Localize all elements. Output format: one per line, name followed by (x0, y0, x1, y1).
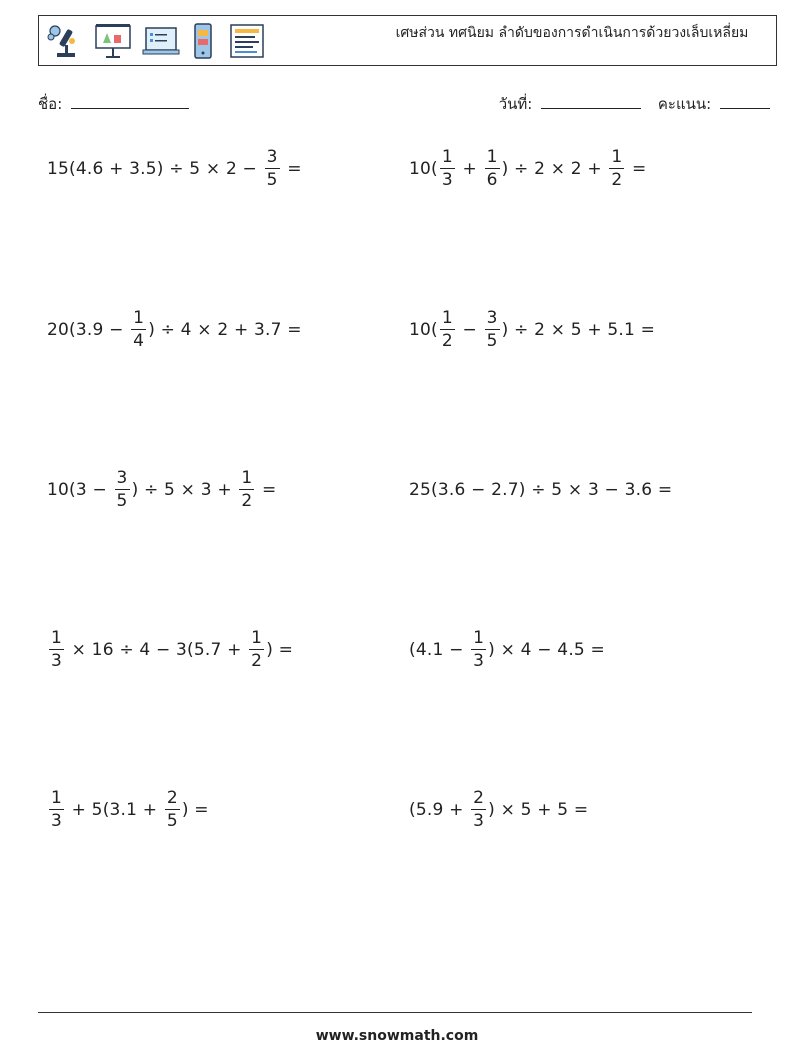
expression-text: × 16 ÷ 4 − 3(5.7 + (66, 640, 248, 660)
fraction-numerator: 3 (116, 468, 128, 488)
fraction-denominator: 2 (251, 651, 263, 671)
fraction-numerator: 1 (441, 147, 453, 167)
fraction-numerator: 1 (251, 628, 263, 648)
problem-1 (47, 146, 302, 192)
fraction-denominator: 2 (441, 331, 453, 351)
expression-text: ) = (266, 640, 294, 660)
fraction-numerator: 2 (473, 788, 485, 808)
fraction (440, 149, 455, 189)
expression-text: + 5(3.1 + (66, 800, 163, 820)
expression-text: 10(3 − (47, 480, 113, 500)
fraction-denominator: 4 (133, 331, 145, 351)
problem-3 (47, 307, 302, 353)
fraction-denominator: 3 (441, 170, 453, 190)
expression-text: 25(3.6 − 2.7) ÷ 5 × 3 − 3.6 = (409, 480, 673, 500)
problem-4 (409, 307, 655, 353)
expression-text: ) ÷ 4 × 2 + 3.7 = (148, 320, 302, 340)
fraction-numerator: 1 (51, 628, 63, 648)
expression-text: = (281, 159, 302, 179)
footer-divider (38, 1012, 752, 1013)
expression-text: − (456, 320, 483, 340)
score-blank[interactable] (720, 92, 770, 109)
presentation-board-icon (93, 21, 133, 61)
expression-text: 20(3.9 − (47, 320, 130, 340)
expression-text: ) ÷ 2 × 2 + (501, 159, 608, 179)
expression-text: (5.9 + (409, 800, 470, 820)
date-label: วันที่: (498, 95, 533, 113)
name-blank[interactable] (71, 92, 189, 109)
laptop-checklist-icon (141, 21, 181, 61)
student-fields (38, 92, 770, 116)
score-label: คะแนน: (657, 95, 712, 113)
problem-7 (47, 627, 293, 673)
date-blank[interactable] (541, 92, 641, 109)
problem-5 (47, 467, 277, 513)
fraction (471, 790, 486, 830)
date-score-fields (499, 92, 770, 116)
fraction (239, 470, 254, 510)
fraction-numerator: 3 (486, 308, 498, 328)
fraction (265, 149, 280, 189)
worksheet-header (38, 15, 777, 66)
fraction-denominator: 5 (166, 811, 178, 831)
fraction-denominator: 2 (611, 170, 623, 190)
fraction (485, 149, 500, 189)
fraction (249, 630, 264, 670)
name-field (38, 92, 189, 116)
document-list-icon (225, 21, 269, 61)
worksheet-title: เศษส่วน ทศนิยม ลำดับของการดำเนินการด้วยวงเล็บเหลี่ยม (395, 25, 749, 41)
fraction-denominator: 3 (51, 651, 63, 671)
expression-text: 10( (409, 320, 438, 340)
expression-text: = (256, 480, 277, 500)
problem-2 (409, 146, 647, 192)
fraction-numerator: 1 (51, 788, 63, 808)
expression-text: ) × 4 − 4.5 = (488, 640, 605, 660)
fraction (485, 310, 500, 350)
fraction-numerator: 1 (133, 308, 145, 328)
fraction-denominator: 5 (486, 331, 498, 351)
fraction-denominator: 3 (473, 651, 485, 671)
fraction-numerator: 1 (473, 628, 485, 648)
expression-text: ) × 5 + 5 = (488, 800, 589, 820)
fraction (609, 149, 624, 189)
fraction-denominator: 3 (51, 811, 63, 831)
fraction-denominator: 6 (486, 170, 498, 190)
fraction-denominator: 5 (116, 491, 128, 511)
microscope-icon (45, 21, 85, 61)
fraction-numerator: 2 (166, 788, 178, 808)
fraction-numerator: 1 (611, 147, 623, 167)
expression-text: (4.1 − (409, 640, 470, 660)
fraction-numerator: 1 (241, 468, 253, 488)
fraction-denominator: 3 (473, 811, 485, 831)
fraction (115, 470, 130, 510)
fraction-denominator: 2 (241, 491, 253, 511)
fraction-numerator: 3 (266, 147, 278, 167)
fraction (471, 630, 486, 670)
fraction (440, 310, 455, 350)
expression-text: ) = (181, 800, 209, 820)
expression-text: 10( (409, 159, 438, 179)
expression-text: ) ÷ 5 × 3 + (131, 480, 238, 500)
fraction (49, 790, 64, 830)
problem-6 (409, 467, 672, 513)
problem-10 (409, 787, 588, 833)
mobile-phone-icon (189, 21, 217, 61)
fraction (165, 790, 180, 830)
expression-text: + (456, 159, 483, 179)
header-icons (45, 21, 269, 61)
footer-url: www.snowmath.com (315, 1028, 479, 1044)
expression-text: ) ÷ 2 × 5 + 5.1 = (501, 320, 656, 340)
problem-8 (409, 627, 605, 673)
expression-text: 15(4.6 + 3.5) ÷ 5 × 2 − (47, 159, 263, 179)
fraction (131, 310, 146, 350)
expression-text: = (626, 159, 647, 179)
fraction (49, 630, 64, 670)
name-label: ชื่อ: (38, 95, 63, 113)
fraction-denominator: 5 (266, 170, 278, 190)
fraction-numerator: 1 (486, 147, 498, 167)
fraction-numerator: 1 (441, 308, 453, 328)
problem-9 (47, 787, 209, 833)
